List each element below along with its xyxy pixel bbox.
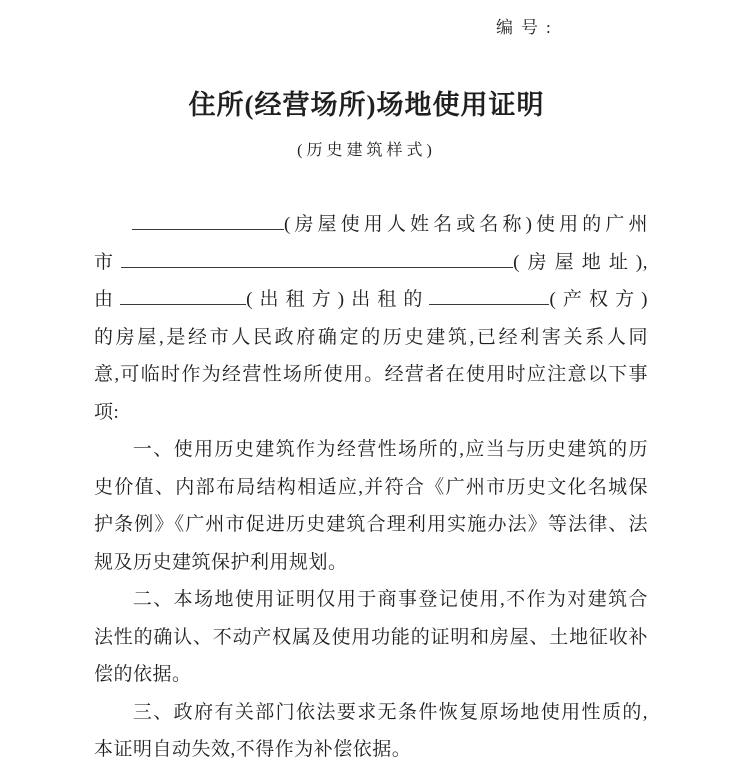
line-text: 规及历史建筑保护利用规划。 bbox=[94, 551, 348, 573]
line-text: (房屋使用人姓名或名称)使用的广州 bbox=[284, 214, 648, 235]
doc-line bbox=[94, 469, 648, 507]
fill-in-blank-underline bbox=[132, 211, 284, 230]
doc-line bbox=[94, 431, 648, 469]
line-text: 法性的确认、不动产权属及使用功能的证明和房屋、土地征收补 bbox=[94, 626, 648, 648]
fill-in-blank-underline bbox=[121, 249, 513, 268]
page-title: 住所(经营场所)场地使用证明 bbox=[188, 90, 545, 120]
first-line-indent bbox=[94, 229, 132, 230]
doc-line bbox=[94, 656, 648, 694]
line-text: (出租方)出租的 bbox=[246, 289, 430, 310]
doc-line bbox=[94, 281, 648, 319]
page-subtitle: (历史建筑样式) bbox=[297, 142, 436, 159]
doc-line bbox=[94, 206, 648, 244]
first-line-indent bbox=[94, 454, 132, 455]
line-text: 意,可临时作为经营性场所使用。经营者在使用时应注意以下事 bbox=[94, 364, 648, 385]
doc-line bbox=[94, 506, 648, 544]
doc-line bbox=[94, 319, 648, 357]
doc-line bbox=[94, 544, 648, 582]
doc-line bbox=[94, 394, 648, 432]
line-text: 三、政府有关部门依法要求无条件恢复原场地使用性质的, bbox=[132, 701, 648, 723]
doc-line bbox=[94, 581, 648, 619]
line-text: 偿的依据。 bbox=[94, 664, 192, 685]
first-line-indent bbox=[94, 717, 132, 718]
line-text: (房屋地址), bbox=[513, 251, 648, 273]
doc-number-label: 编号: bbox=[496, 18, 559, 37]
line-text: 本证明自动失效,不得作为补偿依据。 bbox=[94, 739, 412, 760]
fill-in-blank-underline bbox=[120, 286, 246, 305]
line-text: 一、使用历史建筑作为经营性场所的,应当与历史建筑的历 bbox=[132, 439, 648, 460]
line-text: 史价值、内部布局结构相适应,并符合《广州市历史文化名城保 bbox=[94, 476, 648, 498]
doc-line bbox=[94, 244, 648, 282]
line-text: 市 bbox=[94, 251, 122, 273]
doc-line bbox=[94, 356, 648, 394]
line-text: 护条例》《广州市促进历史建筑合理利用实施办法》等法律、法 bbox=[94, 514, 648, 535]
line-text: 二、本场地使用证明仅用于商事登记使用,不作为对建筑合 bbox=[132, 589, 648, 610]
doc-line bbox=[94, 694, 648, 732]
fill-in-blank-underline bbox=[429, 286, 549, 305]
line-text: (产权方) bbox=[549, 289, 648, 310]
line-text: 由 bbox=[94, 289, 121, 310]
doc-number bbox=[496, 13, 559, 38]
doc-line bbox=[94, 619, 648, 657]
document-body bbox=[94, 206, 648, 769]
line-text: 的房屋,是经市人民政府确定的历史建筑,已经利害关系人同 bbox=[94, 326, 648, 348]
line-text: 项: bbox=[94, 401, 120, 423]
doc-line bbox=[94, 731, 648, 769]
first-line-indent bbox=[94, 604, 132, 605]
